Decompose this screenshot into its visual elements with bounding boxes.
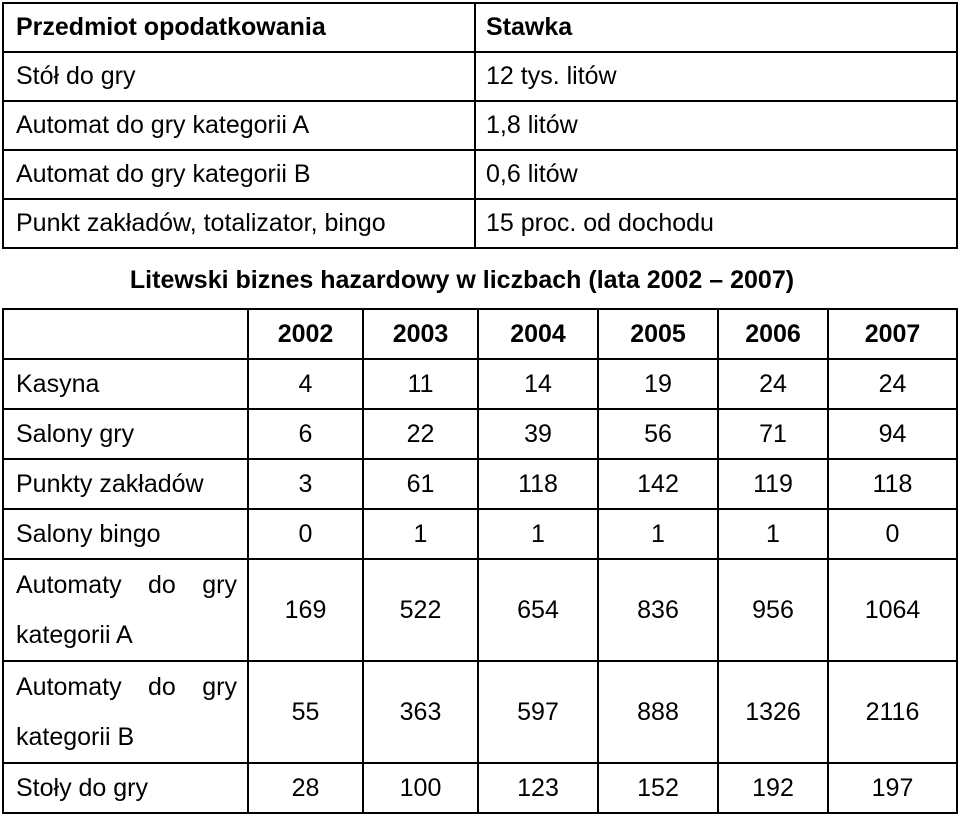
value-cell: 94 (828, 409, 957, 459)
table-row (3, 199, 957, 248)
value-cell: 654 (478, 559, 598, 661)
year-cell: 2007 (828, 309, 957, 359)
header-cell-rate: Stawka (475, 3, 957, 52)
value-cell: 118 (478, 459, 598, 509)
value-cell: 597 (478, 661, 598, 763)
table-row (3, 409, 957, 459)
row-label: Punkty zakładów (3, 459, 248, 509)
value-cell: 836 (598, 559, 718, 661)
value-cell: 123 (478, 763, 598, 813)
table-row (3, 459, 957, 509)
value-cell: 522 (363, 559, 478, 661)
row-label-cell (3, 661, 248, 763)
value-cell: 14 (478, 359, 598, 409)
value-cell: 39 (478, 409, 598, 459)
rate-cell: 1,8 litów (475, 101, 957, 150)
header-cell-subject: Przedmiot opodatkowania (3, 3, 475, 52)
row-label-cell (3, 559, 248, 661)
year-cell: 2004 (478, 309, 598, 359)
value-cell: 1064 (828, 559, 957, 661)
value-cell: 192 (718, 763, 828, 813)
row-label: Salony bingo (3, 509, 248, 559)
year-cell: 2006 (718, 309, 828, 359)
table-row (3, 661, 957, 763)
table-header-row (3, 3, 957, 52)
value-cell: 24 (828, 359, 957, 409)
table-row (3, 52, 957, 101)
value-cell: 1326 (718, 661, 828, 763)
subject-cell: Automat do gry kategorii A (3, 101, 475, 150)
rate-cell: 15 proc. od dochodu (475, 199, 957, 248)
tax-rates-table (2, 2, 958, 249)
value-cell: 6 (248, 409, 363, 459)
value-cell: 61 (363, 459, 478, 509)
rate-cell: 12 tys. litów (475, 52, 957, 101)
table-row (3, 509, 957, 559)
gambling-stats-table (2, 308, 958, 814)
value-cell: 22 (363, 409, 478, 459)
value-cell: 956 (718, 559, 828, 661)
value-cell: 19 (598, 359, 718, 409)
subject-cell: Automat do gry kategorii B (3, 150, 475, 199)
year-cell: 2003 (363, 309, 478, 359)
stats-caption: Litewski biznes hazardowy w liczbach (lata 2002 – 2007) (129, 266, 795, 294)
value-cell: 1 (478, 509, 598, 559)
value-cell: 24 (718, 359, 828, 409)
table-row (3, 559, 957, 661)
value-cell: 888 (598, 661, 718, 763)
rate-cell: 0,6 litów (475, 150, 957, 199)
row-label: Automaty do gry kategorii A (16, 571, 237, 649)
value-cell: 71 (718, 409, 828, 459)
table-row (3, 101, 957, 150)
value-cell: 1 (363, 509, 478, 559)
value-cell: 0 (248, 509, 363, 559)
table-row (3, 763, 957, 813)
empty-corner-cell (3, 309, 248, 359)
value-cell: 1 (598, 509, 718, 559)
value-cell: 119 (718, 459, 828, 509)
table-row (3, 150, 957, 199)
year-cell: 2005 (598, 309, 718, 359)
value-cell: 55 (248, 661, 363, 763)
value-cell: 197 (828, 763, 957, 813)
value-cell: 3 (248, 459, 363, 509)
value-cell: 0 (828, 509, 957, 559)
row-label: Kasyna (3, 359, 248, 409)
value-cell: 2116 (828, 661, 957, 763)
subject-cell: Stół do gry (3, 52, 475, 101)
value-cell: 28 (248, 763, 363, 813)
subject-cell: Punkt zakładów, totalizator, bingo (3, 199, 475, 248)
year-header-row (3, 309, 957, 359)
row-label: Salony gry (3, 409, 248, 459)
value-cell: 56 (598, 409, 718, 459)
value-cell: 4 (248, 359, 363, 409)
value-cell: 363 (363, 661, 478, 763)
table-row (3, 359, 957, 409)
value-cell: 169 (248, 559, 363, 661)
value-cell: 100 (363, 763, 478, 813)
value-cell: 152 (598, 763, 718, 813)
value-cell: 11 (363, 359, 478, 409)
value-cell: 118 (828, 459, 957, 509)
row-label: Automaty do gry kategorii B (16, 673, 237, 751)
value-cell: 1 (718, 509, 828, 559)
value-cell: 142 (598, 459, 718, 509)
year-cell: 2002 (248, 309, 363, 359)
row-label: Stoły do gry (3, 763, 248, 813)
